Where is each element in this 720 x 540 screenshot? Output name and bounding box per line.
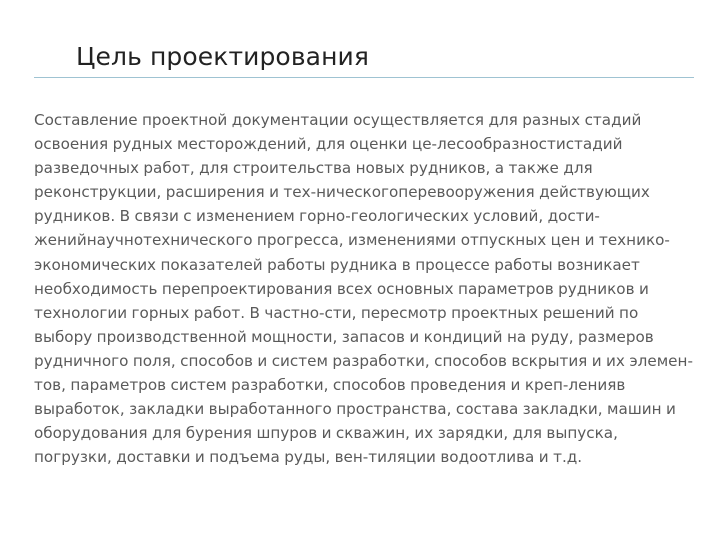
title-divider [34, 77, 694, 78]
slide-body-text: Составление проектной документации осуществляется для разных стадий освоения рудных месторождений, для оценки це-лесообразностистадий разведочных работ, для строительства новых рудников, а также для реконструкции, расширения и тех-ническогоперевооружения действующих рудников. В связи с изменением горно-геологических условий, дости-женийнаучнотехнического прогресса, изменениями отпускных цен и технико-экономических показателей работы рудника в процессе работы возникает необходимость перепроектирования всех основных параметров рудников и технологии горных работ. В частно-сти, пересмотр проектных решений по выбору производственной мощности, запасов и кондиций на руду, размеров рудничного поля, способов и систем разработки, способов вскрытия и их элемен-тов, параметров систем разработки, способов проведения и креп-ленияв выработок, закладки выработанного пространства, состава закладки, машин и оборудования для бурения шпуров и скважин, их зарядки, для выпуска, погрузки, доставки и подъема руды, вен-тиляции водоотлива и т.д. [34, 111, 693, 467]
slide-title: Цель проектирования [76, 42, 370, 71]
